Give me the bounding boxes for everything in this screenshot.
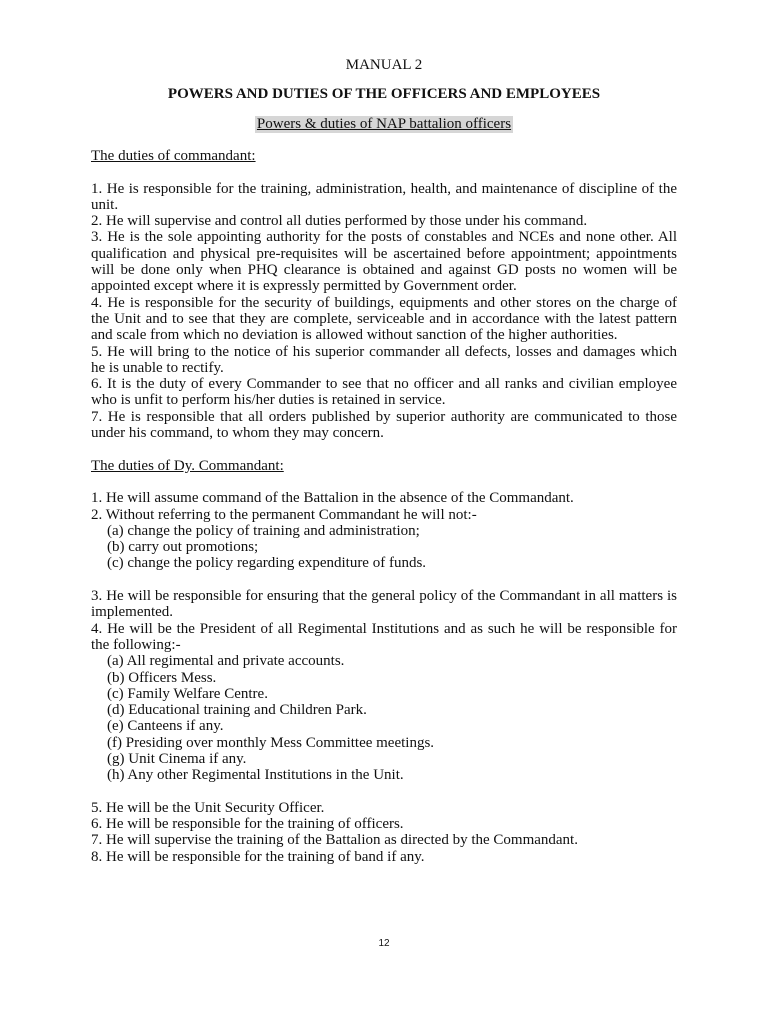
spacer [91,572,677,588]
dy-commandant-duty: 4. He will be the President of all Regimental Institutions and as such he will be responsible for the following:- [91,620,677,653]
subtitle-wrap [0,115,768,133]
sub-item: (h) Any other Regimental Institutions in the Unit. [107,767,404,784]
dy-commandant-duty: 6. He will be responsible for the training of officers. [91,816,404,833]
commandant-duty: 1. He is responsible for the training, administration, health, and maintenance of discipline of the unit. [91,180,677,213]
dy-commandant-duty: 5. He will be the Unit Security Officer. [91,799,325,816]
sub-item: (e) Canteens if any. [107,718,224,735]
commandant-duty: 3. He is the sole appointing authority for the posts of constables and NCEs and none other. All qualification and physical pre-requisites will be ascertained before appointment; appointments will be done only when PHQ clearance is obtained and against GD posts no women will be appointed except where it is expressly permitted by Government order. [91,229,677,295]
dy-commandant-duty: 8. He will be responsible for the training of band if any. [91,848,425,865]
document-body [91,148,677,865]
dy-commandant-duty: 3. He will be responsible for ensuring that the general policy of the Commandant in all matters is implemented. [91,588,677,621]
sub-item: (b) carry out promotions; [107,539,259,556]
sub-item: (f) Presiding over monthly Mess Committee meetings. [107,734,435,751]
commandant-heading: The duties of commandant: [91,148,256,164]
commandant-duty: 5. He will bring to the notice of his superior commander all defects, losses and damages which he is unable to rectify. [91,343,677,376]
section-subtitle: Powers & duties of NAP battalion officers [256,116,512,132]
page-title: POWERS AND DUTIES OF THE OFFICERS AND EMPLOYEES [167,86,601,102]
sub-item: (g) Unit Cinema if any. [107,750,247,767]
manual-label: MANUAL 2 [345,57,423,73]
spacer [91,784,677,800]
commandant-duty: 4. He is responsible for the security of buildings, equipments and other stores on the charge of the Unit and to see that they are complete, serviceable and in accordance with the latest pattern and scale from which no deviation is allowed without sanction of the higher authorities. [91,294,677,344]
spacer [91,474,677,490]
sub-item: (b) Officers Mess. [107,669,217,686]
sub-item: (a) All regimental and private accounts. [107,653,345,670]
dy-commandant-duty: 7. He will supervise the training of the Battalion as directed by the Commandant. [91,832,578,849]
sub-item: (a) change the policy of training and administration; [107,522,420,539]
page-number: 12 [378,938,390,949]
spacer [91,441,677,457]
sub-item: (c) Family Welfare Centre. [107,685,268,702]
dy-commandant-heading: The duties of Dy. Commandant: [91,457,284,474]
dy-commandant-duty: 2. Without referring to the permanent Commandant he will not:- [91,506,477,523]
spacer [91,164,677,180]
dy-commandant-duty: 1. He will assume command of the Battalion in the absence of the Commandant. [91,490,574,507]
sub-item: (c) change the policy regarding expenditure of funds. [107,555,427,572]
sub-item: (d) Educational training and Children Park. [107,702,367,719]
commandant-duty: 7. He is responsible that all orders published by superior authority are communicated to those under his command, to whom they may concern. [91,408,677,442]
commandant-duty: 6. It is the duty of every Commander to see that no officer and all ranks and civilian employee who is unfit to perform his/her duties is retained in service. [91,376,677,409]
commandant-duty: 2. He will supervise and control all duties performed by those under his command. [91,213,588,230]
